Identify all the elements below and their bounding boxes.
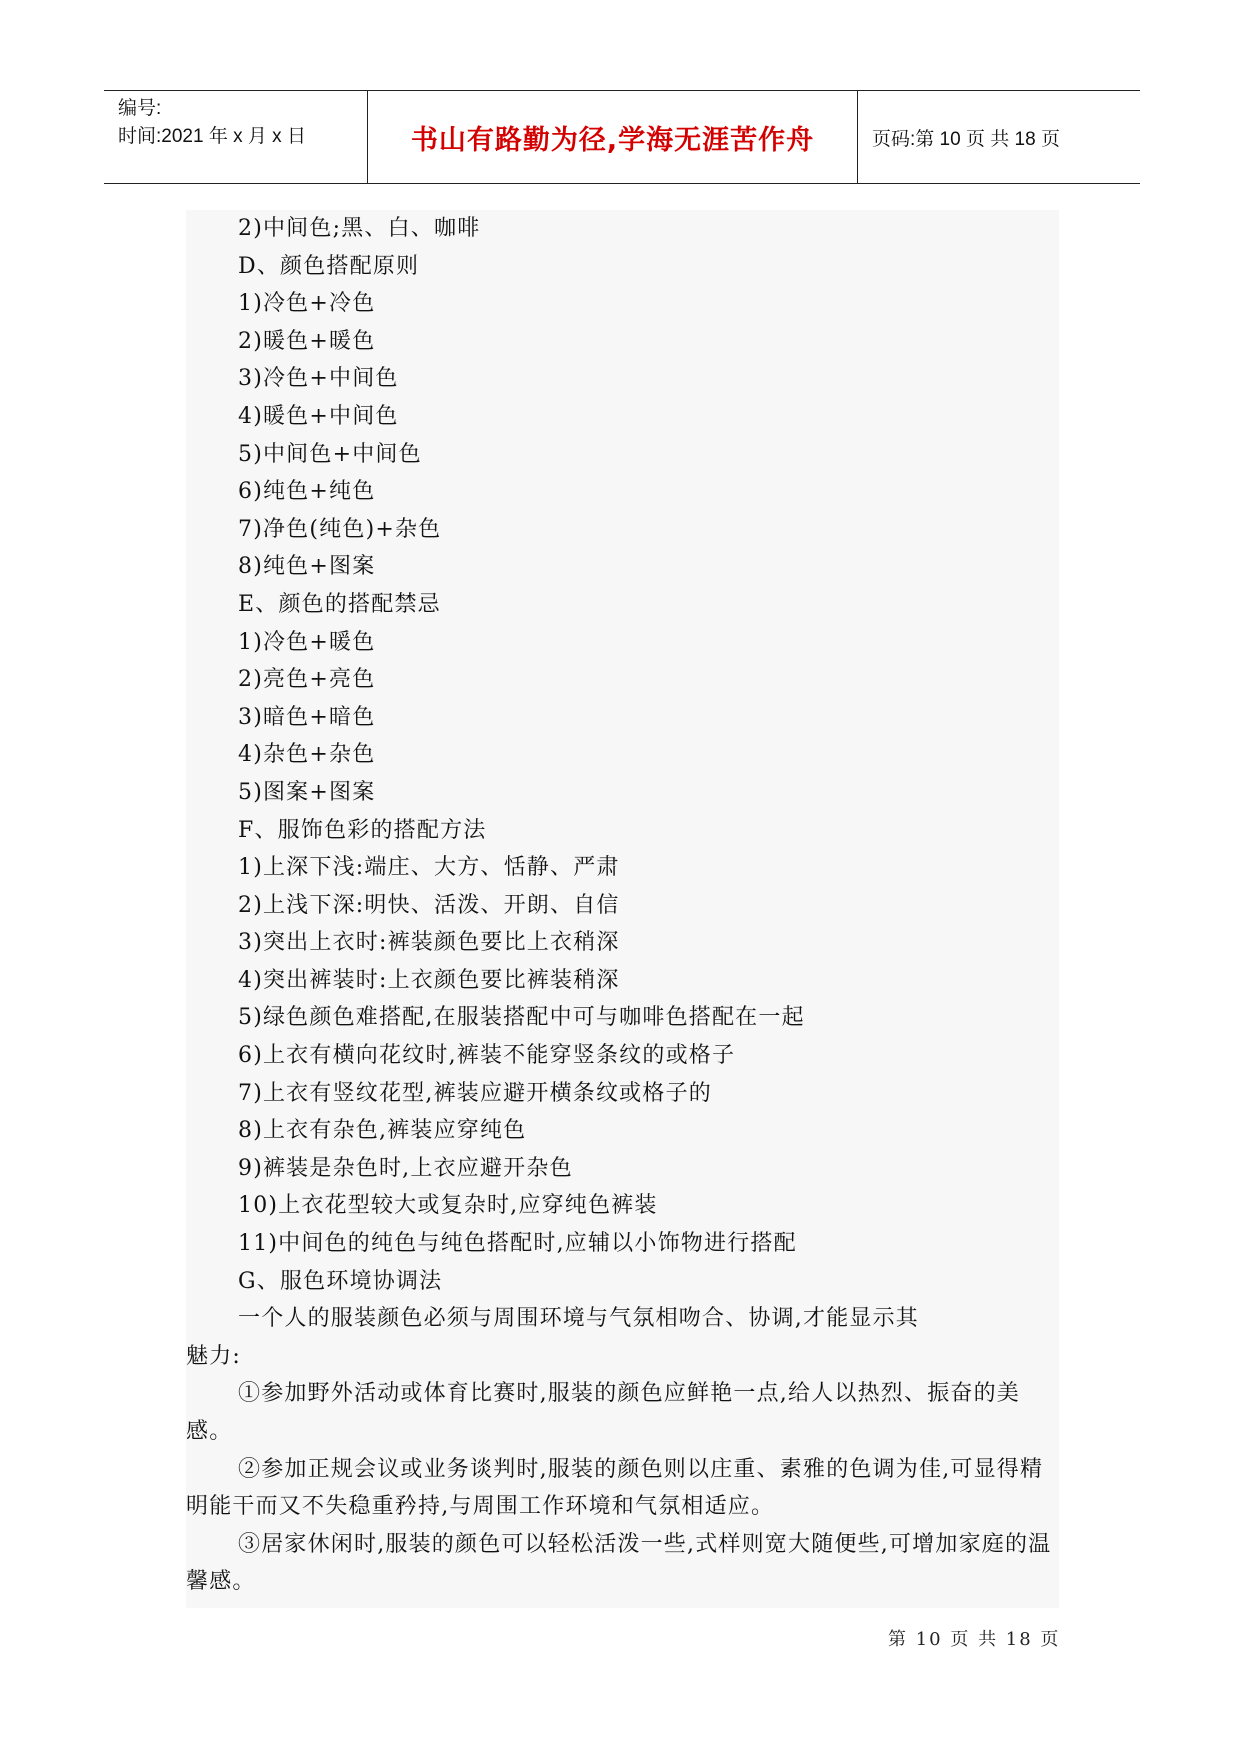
body-line: 7)净色(纯色)+杂色: [238, 516, 442, 542]
body-line: 2)亮色+亮色: [238, 667, 376, 693]
body-line: 10)上衣花型较大或复杂时,应穿纯色裤装: [238, 1193, 658, 1219]
number-label: 编号:: [118, 98, 162, 119]
body-line: 2)中间色;黑、白、咖啡: [238, 216, 481, 241]
body-line: 5)中间色+中间色: [238, 441, 422, 467]
section-heading: D、颜色搭配原则: [238, 253, 420, 279]
time-label: 时间:2021 年 x 月 x 日: [118, 126, 306, 147]
body-line: 11)中间色的纯色与纯色搭配时,应辅以小饰物进行搭配: [238, 1231, 797, 1257]
body-line: 1)上深下浅:端庄、大方、恬静、严肃: [238, 855, 620, 881]
body-line: 1)冷色+冷色: [238, 291, 376, 317]
document-header: [104, 90, 1140, 184]
body-line: 3)突出上衣时:裤装颜色要比上衣稍深: [238, 930, 620, 956]
body-line: 4)暖色+中间色: [238, 403, 399, 429]
body-line: 2)上浅下深:明快、活泼、开朗、自信: [238, 892, 620, 918]
section-heading: G、服色环境协调法: [238, 1268, 443, 1294]
body-line: 5)绿色颜色难搭配,在服装搭配中可与咖啡色搭配在一起: [238, 1005, 805, 1031]
body-line: 2)暖色+暖色: [238, 328, 376, 354]
header-meta: [104, 91, 368, 183]
paragraph: ①参加野外活动或体育比赛时,服装的颜色应鲜艳一点,给人以热烈、振奋的美感。: [186, 1381, 1020, 1444]
paragraph: ②参加正规会议或业务谈判时,服装的颜色则以庄重、素雅的色调为佳,可显得精明能干而又不失稳重矜持,与周围工作环境和气氛相适应。: [186, 1456, 1044, 1520]
header-motto: [368, 91, 858, 183]
body-line: 9)裤装是杂色时,上衣应避开杂色: [238, 1155, 573, 1181]
body-line: 6)纯色+纯色: [238, 479, 376, 505]
header-page-info: 页码:第 10 页 共 18 页: [872, 128, 1060, 150]
body-line: 3)冷色+中间色: [238, 366, 399, 392]
body-line: 7)上衣有竖纹花型,裤装应避开横条纹或格子的: [238, 1080, 712, 1106]
body-line: 4)杂色+杂色: [238, 742, 376, 768]
section-heading: F、服饰色彩的搭配方法: [238, 817, 487, 843]
document-body: [186, 210, 1059, 1608]
section-heading: E、颜色的搭配禁忌: [238, 591, 441, 617]
body-line: 6)上衣有横向花纹时,裤装不能穿竖条纹的或格子: [238, 1043, 736, 1069]
intro-line: 魅力:: [186, 1343, 242, 1369]
body-line: 8)上衣有杂色,裤装应穿纯色: [238, 1118, 527, 1144]
body-line: 4)突出裤装时:上衣颜色要比裤装稍深: [238, 967, 620, 993]
body-line: 1)冷色+暖色: [238, 629, 376, 655]
body-line: 3)暗色+暗色: [238, 704, 376, 730]
motto-text: 书山有路勤为径,学海无涯苦作舟: [410, 124, 815, 156]
page-footer: 第 10 页 共 18 页: [888, 1629, 1061, 1650]
body-line: 5)图案+图案: [238, 779, 376, 805]
body-line: 8)纯色+图案: [238, 554, 376, 580]
intro-line: 一个人的服装颜色必须与周围环境与气氛相吻合、协调,才能显示其: [238, 1306, 919, 1332]
paragraph: ③居家休闲时,服装的颜色可以轻松活泼一些,式样则宽大随便些,可增加家庭的温馨感。: [186, 1531, 1052, 1595]
